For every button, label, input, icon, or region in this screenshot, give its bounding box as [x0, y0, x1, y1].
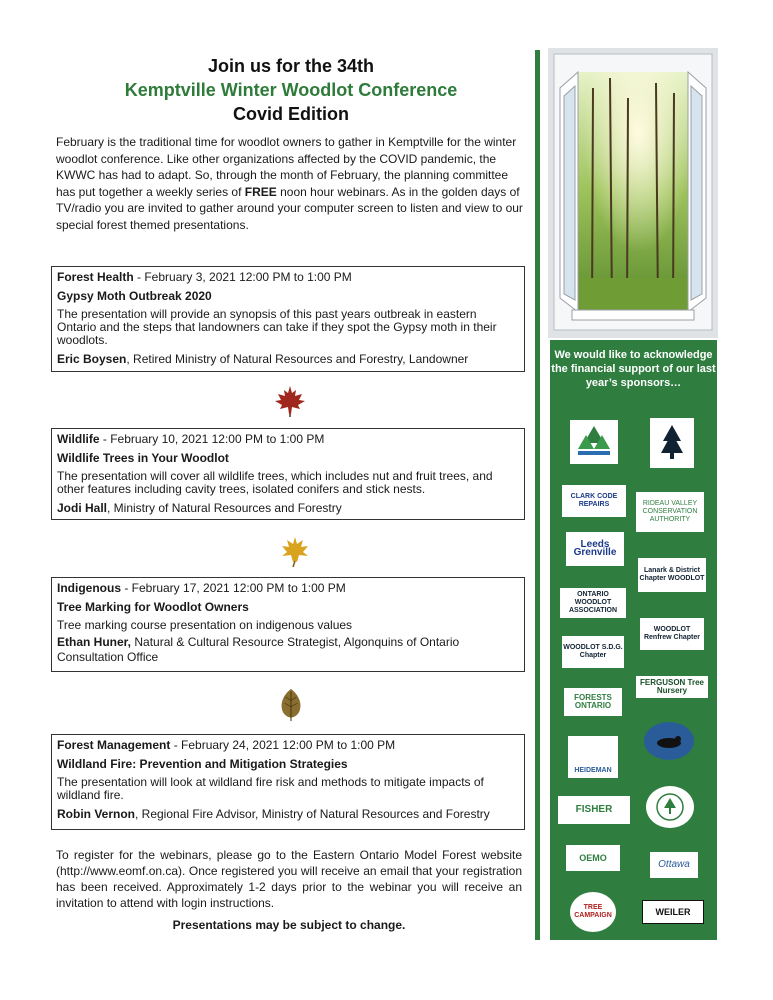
- sponsor-logo-tree-campaign: TREE CAMPAIGN: [570, 892, 616, 932]
- sponsor-logo-ottawa: Ottawa: [650, 852, 698, 878]
- sponsor-logo-weiler: WEILER: [642, 900, 704, 924]
- intro-free: FREE: [244, 184, 277, 199]
- session-title: Wildlife Trees in Your Woodlot: [57, 451, 229, 465]
- sponsor-acknowledgement: We would like to acknowledge the financial support of our last year’s sponsors…: [551, 349, 716, 389]
- speaker-name: Ethan Huner,: [57, 635, 132, 649]
- session-topic: Wildlife: [57, 432, 100, 446]
- speaker-name: Robin Vernon: [57, 807, 135, 821]
- session-topic: Forest Management: [57, 738, 171, 752]
- brown-leaf-icon: [274, 688, 308, 722]
- intro-paragraph: [56, 134, 526, 233]
- yellow-leaf-icon: [278, 534, 312, 568]
- intro-text-1: February is the traditional time for woodlot owners to gather in Kemptville for the winter woodlot conference. Like other organizations affected by the COVID pandemic, the KWWC has had to adapt. So, through the month of February, the planning committee has put together a weekly series of: [56, 135, 517, 199]
- session-topic: Forest Health: [57, 270, 134, 284]
- session-box: [51, 266, 525, 372]
- main-content: [56, 54, 526, 233]
- session-box: [51, 428, 525, 520]
- sponsor-logo-heideman: HEIDEMAN: [568, 736, 618, 778]
- header-line-1: Join us for the 34th: [207, 56, 375, 76]
- sponsor-logo-rideau: RIDEAU VALLEY CONSERVATION AUTHORITY: [636, 492, 704, 532]
- sponsor-logo-lanark: Lanark & District Chapter WOODLOT: [638, 558, 706, 592]
- session-date: - February 17, 2021 12:00 PM to 1:00 PM: [121, 581, 346, 595]
- session-description: The presentation will provide an synopsis of this past years outbreak in eastern Ontario and the steps that landowners can take if they spot the Gypsy moth in their woodlots.: [57, 307, 497, 347]
- sponsor-logo-owa: ONTARIO WOODLOT ASSOCIATION: [560, 588, 626, 618]
- session-date: - February 3, 2021 12:00 PM to 1:00 PM: [133, 270, 352, 284]
- loon-icon: [654, 731, 684, 751]
- sponsor-logo-renfrew: WOODLOT Renfrew Chapter: [640, 618, 704, 650]
- speaker-affiliation: Natural & Cultural Resource Strategist, Algonquins of Ontario Consultation Office: [57, 635, 460, 664]
- speaker-affiliation: , Regional Fire Advisor, Ministry of Natural Resources and Forestry: [135, 807, 490, 821]
- sponsor-logo-leeds: Leeds Grenville: [566, 532, 624, 566]
- header-line-3: Covid Edition: [233, 104, 349, 124]
- sponsor-logo-fisher: FISHER: [558, 796, 630, 824]
- session-date: - February 24, 2021 12:00 PM to 1:00 PM: [170, 738, 396, 752]
- session-title: Tree Marking for Woodlot Owners: [57, 600, 249, 614]
- sponsor-logo-south-nation: [650, 418, 694, 468]
- session-box: [51, 734, 525, 830]
- maple-leaf-icon: [273, 384, 307, 418]
- tree-logo-icon: [574, 423, 614, 461]
- sponsor-logo-stewardship: [646, 786, 694, 828]
- session-title: Wildland Fire: Prevention and Mitigation Strategies: [57, 757, 348, 771]
- speaker-affiliation: , Retired Ministry of Natural Resources and Forestry, Landowner: [126, 352, 469, 366]
- green-divider: [535, 50, 540, 940]
- sponsor-logo-clark: CLARK CODE REPAIRS: [562, 485, 626, 517]
- sponsor-logo-ferguson: FERGUSON Tree Nursery: [636, 676, 708, 698]
- sponsor-panel: [550, 340, 717, 940]
- disclaimer: Presentations may be subject to change.: [172, 918, 406, 932]
- speaker-name: Jodi Hall: [57, 501, 108, 515]
- stewardship-tree-icon: [655, 792, 685, 822]
- session-title: Gypsy Moth Outbreak 2020: [57, 289, 212, 303]
- speaker-affiliation: , Ministry of Natural Resources and Forestry: [107, 501, 342, 515]
- sponsor-logo-sdg: WOODLOT S.D.G. Chapter: [562, 636, 624, 668]
- sponsor-logo-loon: [644, 722, 694, 760]
- session-box: [51, 577, 525, 672]
- session-description: Tree marking course presentation on indigenous values: [57, 618, 353, 632]
- session-description: The presentation will look at wildland fire risk and methods to mitigate impacts of wildland fire.: [57, 775, 484, 802]
- speaker-name: Eric Boysen: [57, 352, 127, 366]
- sponsor-logo-forests-ontario: FORESTS ONTARIO: [564, 688, 622, 716]
- sponsor-logo-tree: [570, 420, 618, 464]
- conifer-logo-icon: [657, 423, 687, 463]
- intro-text-2: noon hour webinars. As in the golden days of TV/radio you are invited to gather around your computer screen to listen and view to our special forest themed presentations.: [56, 184, 523, 232]
- sponsor-logo-oemo: OEMO: [566, 845, 620, 871]
- session-topic: Indigenous: [57, 581, 121, 595]
- header-line-2: Kemptville Winter Woodlot Conference: [124, 80, 458, 100]
- session-date: - February 10, 2021 12:00 PM to 1:00 PM: [99, 432, 325, 446]
- forest-window-image: [548, 48, 718, 338]
- session-description: The presentation will cover all wildlife trees, which includes nut and fruit trees, and other features including cavity trees, isolated conifers and stick nests.: [57, 469, 493, 496]
- registration-text: To register for the webinars, please go to the Eastern Ontario Model Forest website (http://www.eomf.on.ca). Once registered you will receive an email that your registration has been received. Approximately 1-2 days prior to the webinar you will receive an invitation to attend with login instructions.: [56, 848, 522, 910]
